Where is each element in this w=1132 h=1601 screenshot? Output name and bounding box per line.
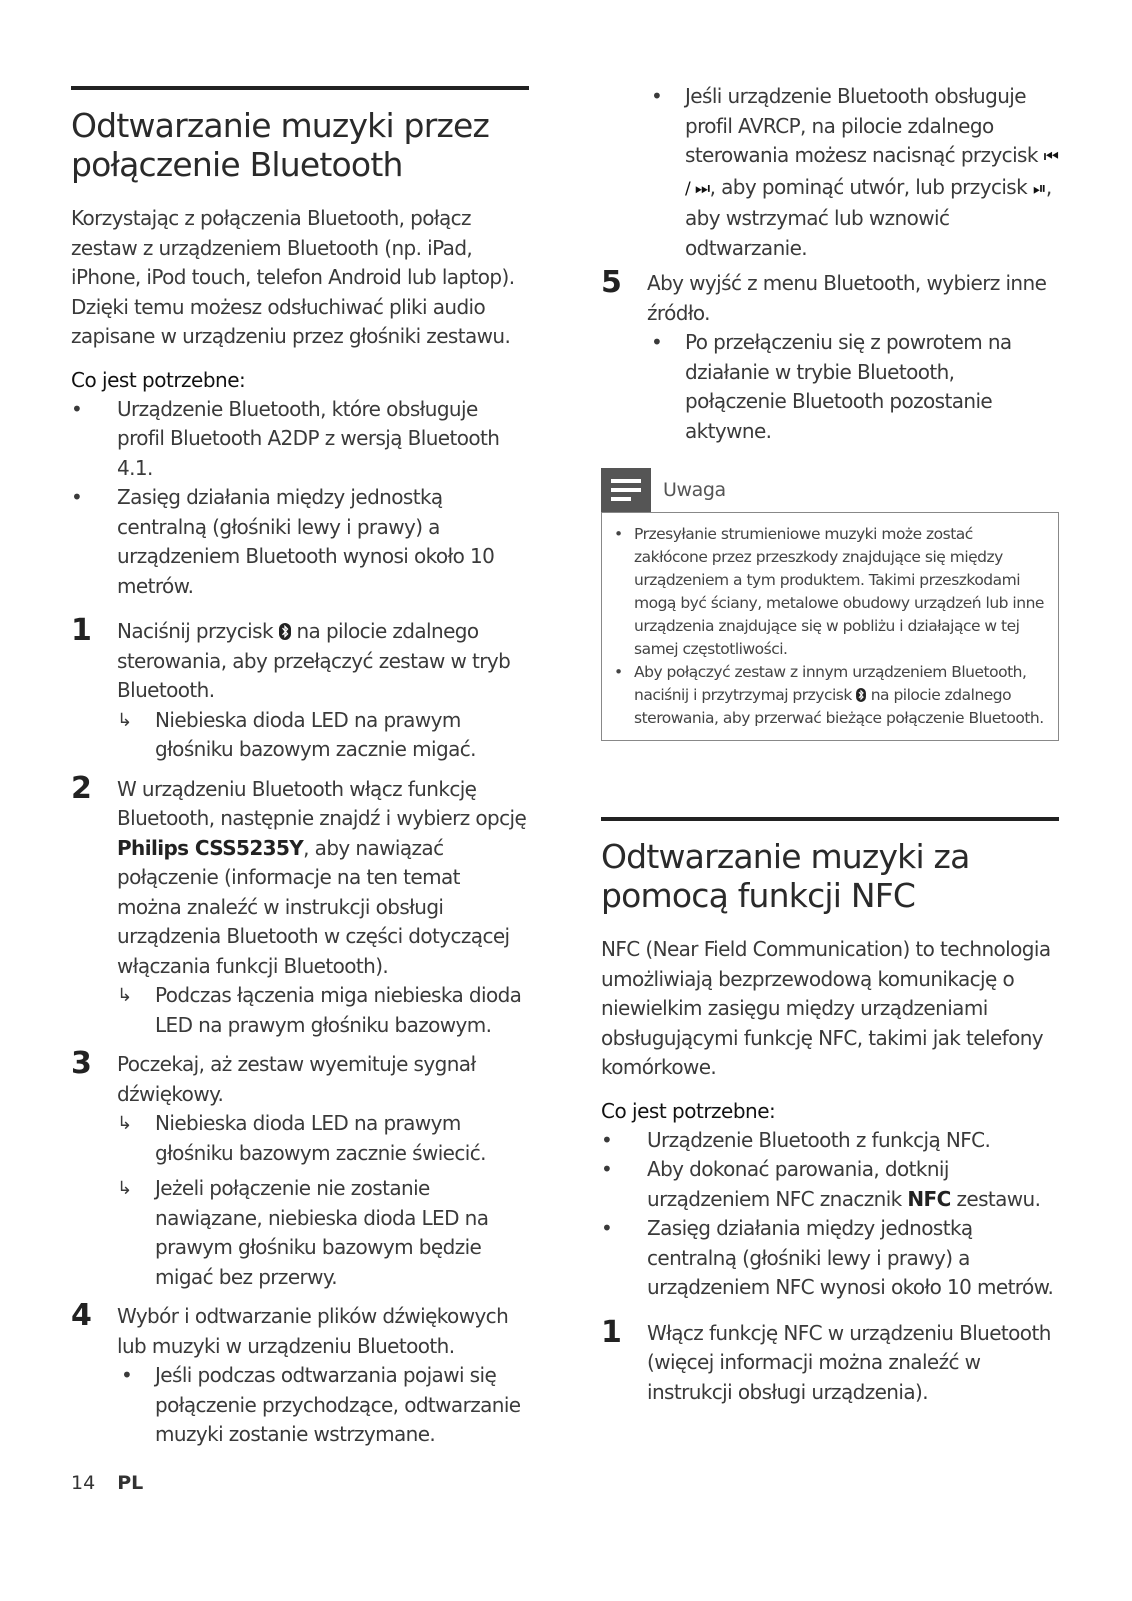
play-pause-icon: ⏯ (1032, 178, 1046, 199)
step-number: 1 (601, 1314, 622, 1350)
list-item: • Zasięg działania między jednostką centralną (głośniki lewy i prawy) a urządzeniem Bluetooth wynosi około 10 metrów. (71, 485, 495, 598)
bluetooth-icon (856, 688, 866, 702)
requirements-list (601, 1126, 1059, 1303)
step-number: 5 (601, 265, 622, 300)
note-box (601, 468, 1059, 741)
language-code: PL (117, 1472, 144, 1494)
list-item: • Urządzenie Bluetooth z funkcją NFC. (601, 1127, 991, 1152)
bluetooth-icon (279, 623, 291, 640)
step-5: 5 Aby wyjść z menu Bluetooth, wybierz inne źródło. • Po przełączeniu się z powrotem na działanie w trybie Bluetooth, połączenie Bluetooth pozostanie aktywne. (601, 269, 1059, 446)
intro-paragraph: NFC (Near Field Communication) to technologia umożliwiają bezprzewodową komunikację o niewielkim zasięgu między urządzeniami obsługującymi funkcję NFC, takimi jak telefony komórkowe. (601, 937, 1051, 1079)
section-rule (71, 86, 529, 90)
list-item: • Aby połączyć zestaw z innym urządzeniem Bluetooth, naciśnij i przytrzymaj przycisk na pilocie zdalnego sterowania, aby przerwać bieżące połączenie Bluetooth. (614, 663, 1044, 727)
arrow-icon: ↳ (117, 1113, 132, 1134)
page-footer (71, 1472, 143, 1494)
step-1: 1 Naciśnij przycisk na pilocie zdalnego sterowania, aby przełączyć zestaw w tryb Bluetooth. ↳ Niebieska dioda LED na prawym głośniku bazowym zacznie migać. (71, 617, 529, 765)
step-3: 3 Poczekaj, aż zestaw wyemituje sygnał dźwiękowy. ↳ Niebieska dioda LED na prawym głośniku bazowym zacznie świecić. ↳ Jeżeli połączenie nie zostanie nawiązane, niebieska dioda LED na prawym głośniku bazowym będzie migać bez przerwy. (71, 1050, 529, 1292)
step-result: ↳ Niebieska dioda LED na prawym głośniku bazowym zacznie migać. (117, 707, 476, 761)
step-sub-bullet: • Jeśli podczas odtwarzania pojawi się połączenie przychodzące, odtwarzanie muzyki zostanie wstrzymane. (121, 1363, 521, 1446)
note-title: Uwaga (663, 479, 726, 501)
intro-paragraph: Korzystając z połączenia Bluetooth, połącz zestaw z urządzeniem Bluetooth (np. iPad, iPhone, iPod touch, telefon Android lub laptop). Dzięki temu możesz odsłuchiwać pliki audio zapisane w urządzeniu przez głośniki zestawu. (71, 206, 515, 348)
step-sub-bullet: • Jeśli urządzenie Bluetooth obsługuje profil AVRCP, na pilocie zdalnego sterowania możesz nacisnąć przycisk ⏮ / ⏭, aby pominąć utwór, lub przycisk ⏯, aby wstrzymać lub wznowić odtwarzanie. (651, 84, 1059, 260)
step-number: 3 (71, 1046, 92, 1081)
section-title-bluetooth: Odtwarzanie muzyki przez połączenie Bluetooth (71, 106, 490, 184)
list-item: • Aby dokonać parowania, dotknij urządzeniem NFC znacznik NFC zestawu. (601, 1157, 1041, 1211)
arrow-icon: ↳ (117, 709, 132, 731)
prev-next-icon: ⏮ / ⏭ (685, 147, 1059, 199)
step-number: 2 (71, 770, 92, 806)
step-4: 4 Wybór i odtwarzanie plików dźwiękowych lub muzyki w urządzeniu Bluetooth. • Jeśli podczas odtwarzania pojawi się połączenie przychodzące, odtwarzanie muzyki zostanie wstrzymane. (71, 1302, 529, 1450)
step-result: ↳ Podczas łączenia miga niebieska dioda LED na prawym głośniku bazowym. (117, 983, 522, 1037)
arrow-icon: ↳ (117, 1178, 132, 1199)
left-column (71, 86, 529, 1460)
step-4-continued (601, 82, 1059, 263)
arrow-icon: ↳ (117, 985, 132, 1006)
list-item: • Zasięg działania między jednostką centralną (głośniki lewy i prawy) a urządzeniem NFC wynosi około 10 metrów. (601, 1216, 1054, 1299)
section-rule (601, 817, 1059, 821)
right-column (601, 82, 1059, 1417)
nfc-step-1: 1 Włącz funkcję NFC w urządzeniu Bluetooth (więcej informacji można znaleźć w instrukcji obsługi urządzenia). (601, 1314, 1051, 1404)
step-sub-bullet: • Po przełączeniu się z powrotem na działanie w trybie Bluetooth, połączenie Bluetooth pozostanie aktywne. (651, 330, 1012, 443)
nfc-section (601, 817, 1059, 1407)
list-item: • Przesyłanie strumieniowe muzyki może zostać zakłócone przez przeszkody znajdujące się między urządzeniem a tym produktem. Takimi przeszkodami mogą być ściany, metalowe obudowy urządzeń lub inne urządzenia znajdujące się w pobliżu i działające w tej samej częstotliwości. (614, 525, 1044, 658)
step-number: 4 (71, 1298, 92, 1333)
step-2: 2 W urządzeniu Bluetooth włącz funkcję Bluetooth, następnie znajdź i wybierz opcję Philips CSS5235Y, aby nawiązać połączenie (informacje na ten temat można znaleźć w instrukcji obsługi urządzenia Bluetooth w części dotyczącej włączania funkcji Bluetooth). ↳ Podczas łączenia miga niebieska dioda LED na prawym głośniku bazowym. (71, 775, 529, 1041)
model-name: Philips CSS5235Y (117, 835, 304, 860)
note-icon (601, 468, 651, 512)
section-title-nfc: Odtwarzanie muzyki za pomocą funkcji NFC (601, 837, 970, 915)
step-result: ↳ Niebieska dioda LED na prawym głośniku bazowym zacznie świecić. (117, 1111, 486, 1165)
list-item: • Urządzenie Bluetooth, które obsługuje profil Bluetooth A2DP z wersją Bluetooth 4.1. (71, 396, 500, 480)
requirements-list (71, 395, 529, 602)
step-result: ↳ Jeżeli połączenie nie zostanie nawiązane, niebieska dioda LED na prawym głośniku bazowym będzie migać bez przerwy. (117, 1176, 489, 1289)
requirements-title: Co jest potrzebne: (71, 367, 246, 392)
page-number: 14 (71, 1472, 96, 1494)
step-number: 1 (71, 613, 92, 648)
requirements-title: Co jest potrzebne: (601, 1098, 776, 1123)
